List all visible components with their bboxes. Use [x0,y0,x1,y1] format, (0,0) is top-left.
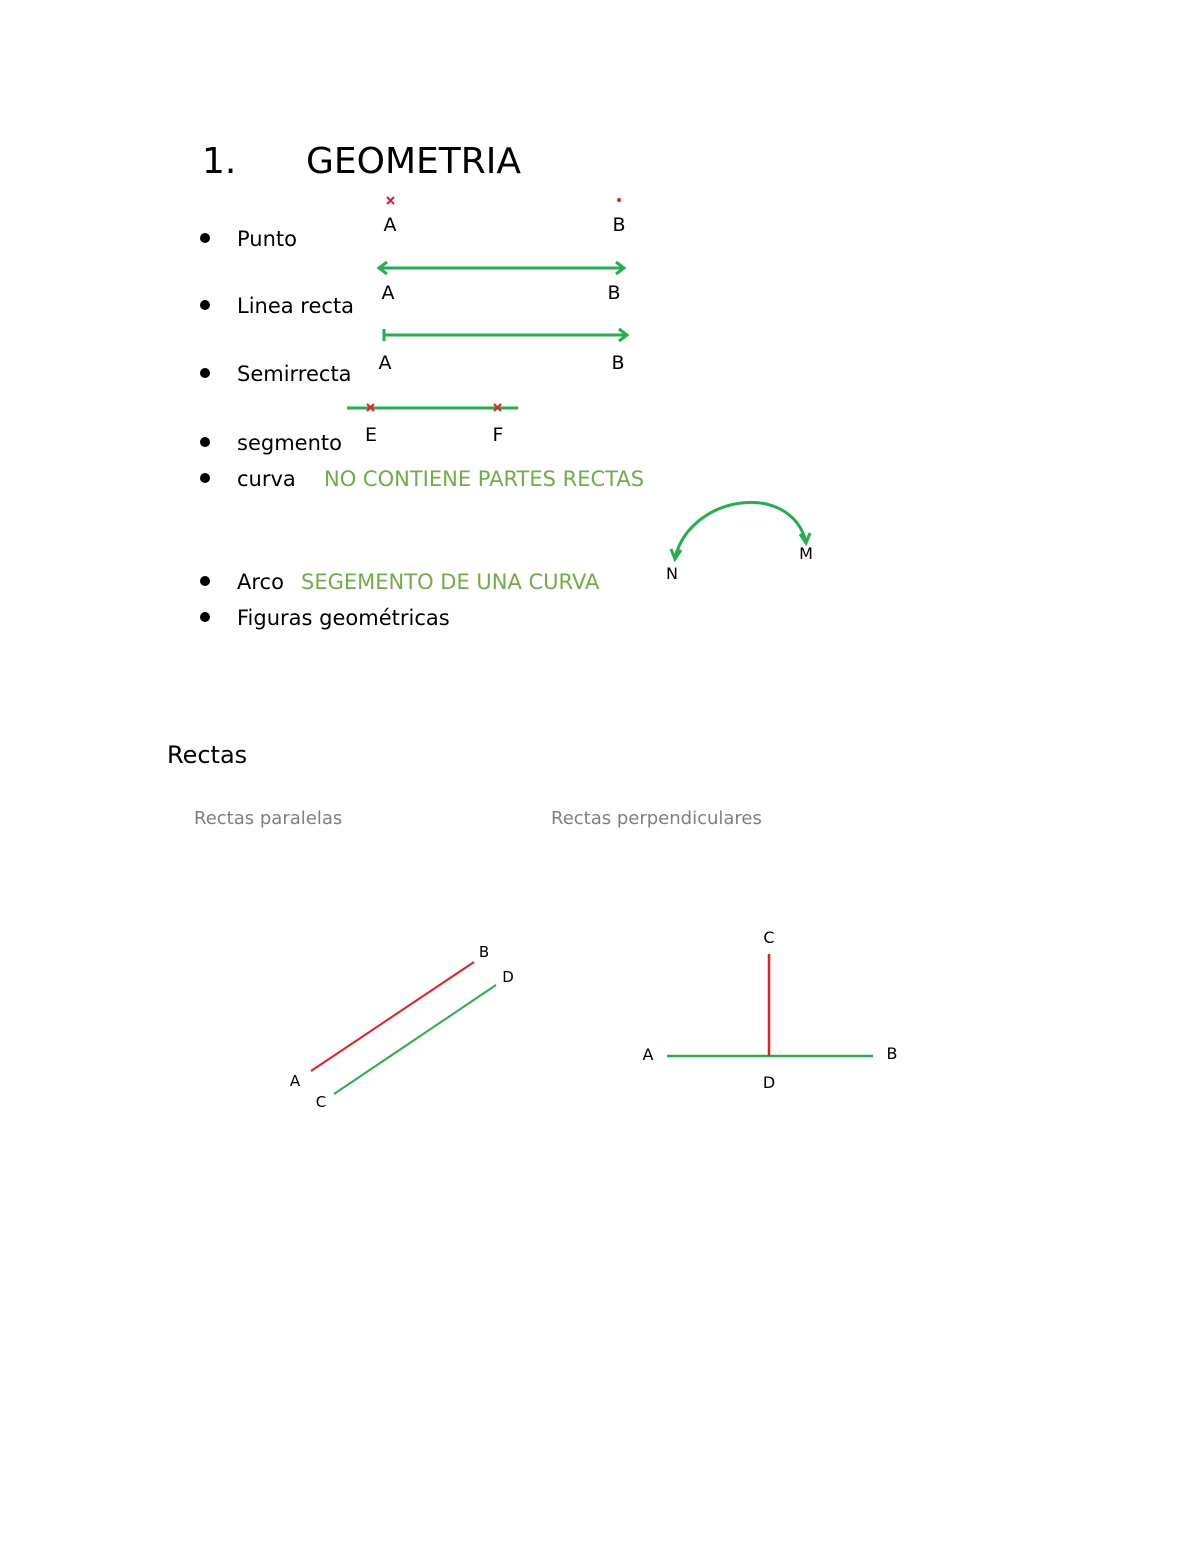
segmento-diagram [347,404,518,446]
linea-recta-diagram [379,262,624,304]
item-semirrecta: Semirrecta [237,362,352,386]
perpendicular-label-d: D [762,1073,776,1092]
arco-note: SEGEMENTO DE UNA CURVA [301,570,600,594]
perpendicular-label-c: C [763,928,775,947]
item-figuras: Figuras geométricas [237,606,450,630]
paralela-label-c: C [315,1093,327,1111]
perpendicular-label-a: A [642,1045,654,1064]
arco-diagram [666,502,813,583]
item-curva: curva [237,467,296,491]
rectas-perpendiculares-diagram [643,928,898,1092]
paralela-label-b: B [478,943,490,961]
arco-label-m: M [799,544,813,563]
section-title-rectas: Rectas [167,741,248,769]
semirrecta-label-a: A [378,352,392,374]
punto-label-b: B [612,214,626,236]
segmento-label-f: F [492,424,504,446]
item-linea-recta: Linea recta [237,294,355,318]
heading-number: 1. [202,141,237,182]
linea-recta-label-a: A [381,282,395,304]
punto-label-a: A [383,214,397,236]
paralela-label-a: A [289,1072,301,1090]
item-punto: Punto [237,227,297,251]
segmento-label-e: E [364,424,378,446]
arco-curve [675,502,806,558]
point-a-cross-icon [387,197,394,204]
curva-note: NO CONTIENE PARTES RECTAS [324,467,645,491]
semirrecta-label-b: B [611,352,625,374]
semirrecta-diagram [379,329,628,374]
point-b-dot-icon [617,198,621,202]
caption-rectas-paralelas: Rectas paralelas [194,808,343,829]
item-arco: Arco [237,570,284,594]
perpendicular-label-b: B [886,1044,898,1063]
caption-rectas-perpendiculares: Rectas perpendiculares [551,808,762,829]
punto-diagram [384,197,626,236]
linea-recta-label-b: B [607,282,621,304]
item-segmento: segmento [237,431,342,455]
paralela-label-d: D [502,968,514,986]
arco-label-n: N [666,564,678,583]
rectas-paralelas-diagram [290,943,514,1111]
heading-title: GEOMETRIA [306,141,522,182]
